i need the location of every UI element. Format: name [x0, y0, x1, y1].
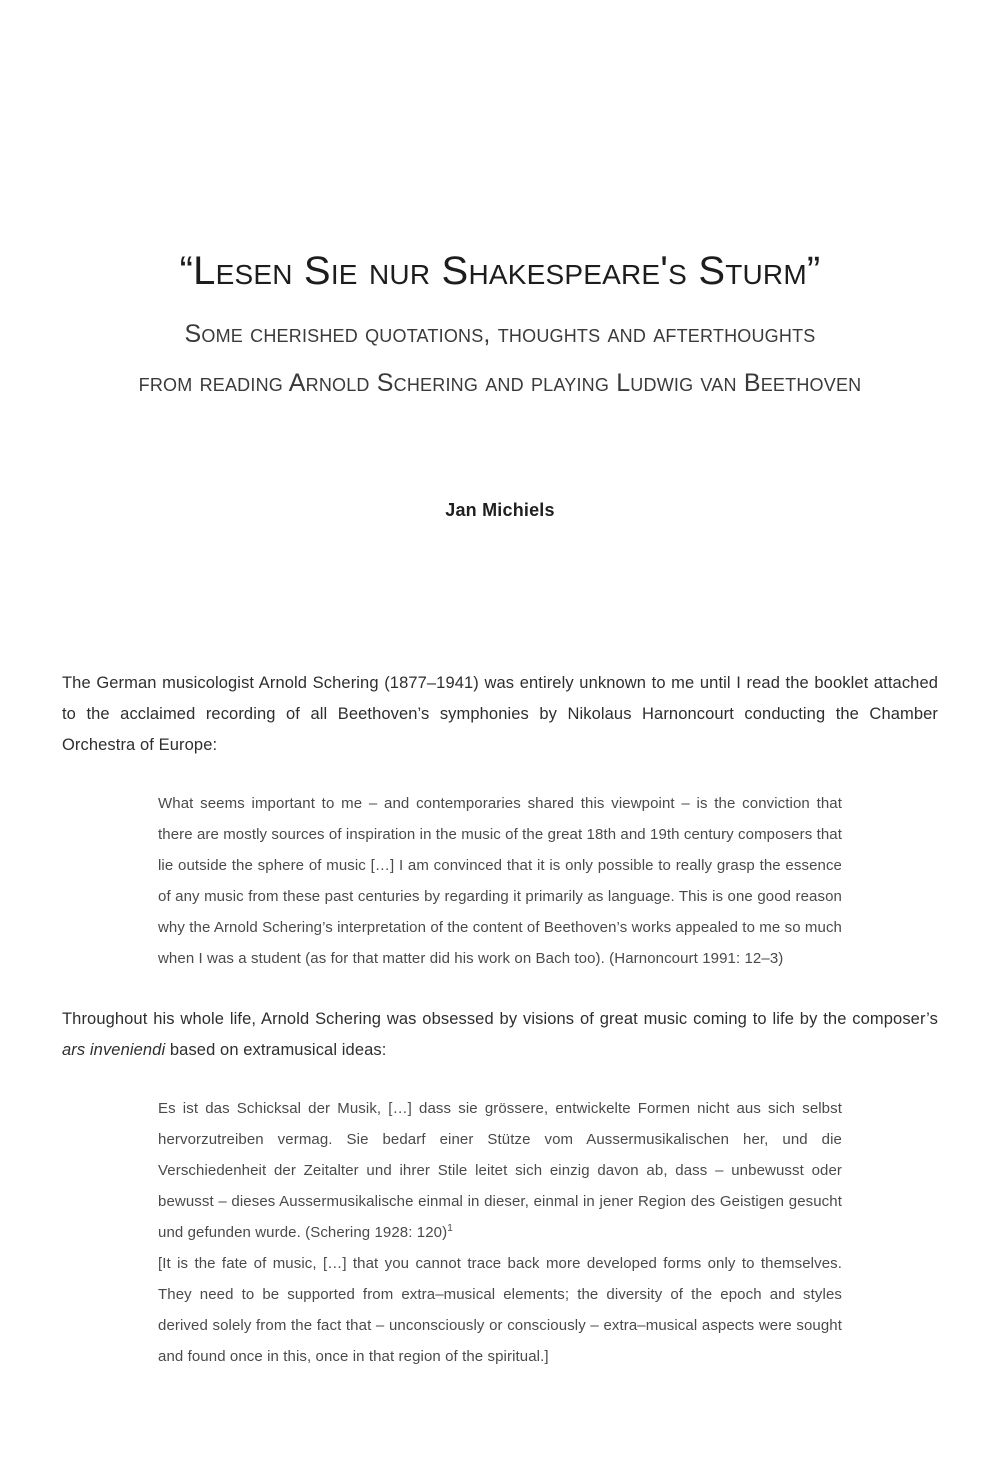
- title-block: [62, 250, 938, 397]
- subtitle-line-1: Some cherished quotations, thoughts and afterthoughts: [184, 320, 816, 349]
- body-content: [62, 668, 938, 1372]
- page-title: “Lesen Sie nur Shakespeare's Sturm”: [179, 249, 821, 293]
- bridge-text-after: based on extramusical ideas:: [165, 1041, 387, 1059]
- intro-paragraph: The German musicologist Arnold Schering (1877–1941) was entirely unknown to me until I read the booklet attached to the acclaimed recording of all Beethoven’s symphonies by Nikolaus Harnoncourt conducting the Chamber Orchestra of Europe:: [62, 674, 938, 754]
- subtitle-line-2: from reading Arnold Schering and playing Ludwig van Beethoven: [138, 368, 862, 397]
- blockquote-harnoncourt: [158, 788, 842, 974]
- footnote-marker: 1: [447, 1223, 453, 1234]
- spacer: [62, 1066, 938, 1093]
- author-name: Jan Michiels: [445, 500, 555, 520]
- latin-term-ars-inveniendi: ars inveniendi: [62, 1041, 166, 1059]
- spacer: [62, 761, 938, 788]
- blockquote-schering: [158, 1093, 842, 1372]
- spacer: [62, 974, 938, 1004]
- blockquote-schering-german-text: Es ist das Schicksal der Musik, […] dass sie grössere, entwickelte Formen nicht aus sich selbst hervorzutreiben vermag. Sie bedarf einer Stütze vom Aussermusikalischen her, und die Verschiedenheit der Zeitalter und ihrer Stile leitet sich einzig davon ab, dass – unbewusst oder bewusst – dieses Aussermusikalische einmal in dieser, einmal in jener Region des Geistigen gesucht und gefunden wurde. (Schering 1928: 120): [158, 1100, 842, 1241]
- blockquote-schering-english: [It is the fate of music, […] that you cannot trace back more developed forms only to themselves. They need to be supported from extra–musical elements; the diversity of the epoch and styles derived solely from the fact that – unconsciously or consciously – extra–musical aspects were sought and found once in this, once in that region of the spiritual.]: [158, 1255, 842, 1365]
- blockquote-harnoncourt-text: What seems important to me – and contemporaries shared this viewpoint – is the conviction that there are mostly sources of inspiration in the music of the great 18th and 19th century composers that lie outside the sphere of music […] I am convinced that it is only possible to really grasp the essence of any music from these past centuries by regarding it primarily as language. This is one good reason why the Arnold Schering’s interpretation of the content of Beethoven’s works appealed to me so much when I was a student (as for that matter did his work on Bach too). (Harnoncourt 1991: 12–3): [158, 795, 842, 967]
- bridge-paragraph: [62, 1004, 938, 1066]
- blockquote-schering-german: [158, 1093, 842, 1248]
- bridge-text-before: Throughout his whole life, Arnold Schering was obsessed by visions of great music coming to life by the composer’s: [62, 1010, 938, 1028]
